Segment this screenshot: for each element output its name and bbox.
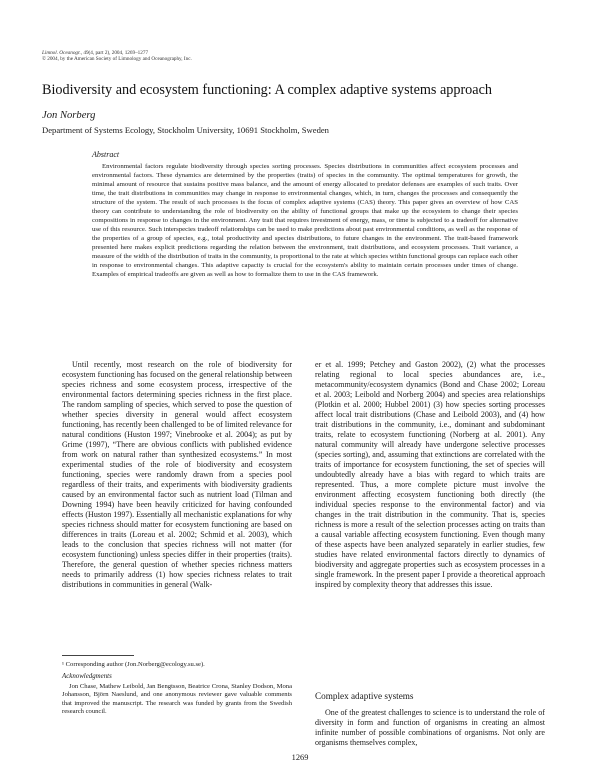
section-heading: Complex adaptive systems	[315, 691, 414, 701]
journal-citation	[42, 50, 192, 63]
journal-issue: , 49(4, part 2), 2004, 1269–1277	[80, 50, 149, 56]
section-text: One of the greatest challenges to science is to understand the role of diversity in form and function of organisms in creating an almost infinite number of possible combinations of organisms. Not only are organisms themselves complex,	[315, 708, 545, 747]
author-affiliation: Department of Systems Ecology, Stockholm University, 10691 Stockholm, Sweden	[42, 125, 329, 135]
page-number: 1269	[291, 753, 309, 762]
corresponding-author-footnote: ¹ Corresponding author (Jon.Norberg@ecology.su.se).	[62, 661, 205, 668]
article-title: Biodiversity and ecosystem functioning: A complex adaptive systems approach	[42, 82, 492, 98]
author-name: Jon Norberg	[42, 110, 96, 121]
footnote-divider	[62, 655, 134, 656]
copyright-line: © 2004, by the American Society of Limnology and Oceanography, Inc.	[42, 56, 192, 63]
journal-name: Limnol. Oceanogr.	[42, 50, 81, 56]
abstract-heading: Abstract	[92, 150, 120, 159]
acknowledgments-heading: Acknowledgments	[62, 673, 112, 680]
body-right-column: er et al. 1999; Petchey and Gaston 2002), (2) what the processes relating regional to local species abundances are, i.e., metacommunity/ecosystem dynamics (Bond and Chase 2002; Loreau et al. 2003; Leibold and Norberg 2004) and species area relationships (Plotkin et al. 2000; Hubbel 2001) (3) how species sorting processes affect local trait distributions (Chase and Leibold 2003), and (4) how trait distributions in the community, i.e., dominant and subdominant traits, relate to ecosystem functioning (Norberg at al. 2001). Any natural community will already have undergone selective processes (species sorting), and, assuming that extinctions are correlated with the traits of importance for ecosystem functioning, the set of species will undoubtedly already have a bias with regard to which traits are represented. Thus, a more complete picture must involve the environment affecting ecosystem functioning both directly (the individual species response to the environmental factor) and via changes in the trait distribution in the community. That is, species richness is more a result of the selection processes acting on traits than a causal variable affecting ecosystem functioning. Even though many of these aspects have been analyzed separately in earlier studies, few studies have related environmental factors directly to dynamics of biodiversity and aggregate properties such as ecosystem processes in a single framework. In the present paper I provide a theoretical approach inspired by complexity theory that addresses this issue.	[315, 360, 545, 589]
abstract-text: Environmental factors regulate biodiversity through species sorting processes. Species distributions in communities affect ecosystem processes and environmental factors. These dynamics are determined by the properties (traits) of species in the community. The optimal temperatures for growth, the minimal amount of resource that sustains positive mass balance, and the amount of energy allocated to predator defenses are examples of such traits. Over time, the trait distributions in communities may change in response to environmental changes, which, in turn, changes the processes and consequently the structure of the system. The result of such processes is the focus of complex adaptive systems (CAS) theory. This paper gives an overview of how CAS theory can contribute to understanding the role of biodiversity on the ability of functional groups that make up the ecosystem to change their species compositions in response to changes in the environment. Any trait that requires investment of energy, mass, or time is subjected to a tradeoff for alternative use of this resource. Such interspecies tradeoff relationships can be used to make predictions about past environmental conditions, as well as the response of the properties of a group of species, e.g., total productivity and species distributions, to future changes in the environment. The trait-based framework presented here makes explicit predictions regarding the relation between the environment, trait distributions, and ecosystem processes. Trait variance, a measure of the width of the distribution of traits in the community, is proportional to the rate at which species within functional groups can replace each other in response to environmental changes. This adaptive capacity is crucial for the ecosystem's ability to maintain certain processes under times of change. Examples of empirical tradeoffs are given as well as how to formalize them to use in the CAS framework.	[92, 163, 518, 278]
acknowledgments-text: Jon Chase, Mathew Leibold, Jan Bengtsson, Beatrice Crona, Stanley Dodson, Mona Johansson, Björn Naeslund, and one anonymous reviewer gave valuable comments that improved the manuscript. The research was funded by grants from the Swedish research council.	[62, 683, 292, 716]
body-left-column: Until recently, most research on the role of biodiversity for ecosystem functioning has focused on the general relationship between species richness and some ecosystem process, irrespective of the environmental factors determining species richness in the first place. The random sampling of species, which served to pose the question of whether species diversity in general would affect ecosystem functioning, has recently been challenged to be of limited relevance for natural conditions (Huston 1997; Vinebrooke et al. 2004); as put by Grime (1997), “There are obvious conflicts with published evidence from work on natural rather than synthesized ecosystems.” In most experimental studies of the role of biodiversity and ecosystem functioning, species were randomly drawn from a species pool regardless of their traits, and experiments with biodiversity gradients caused by an environmental factor such as nutrient load (Tilman and Downing 1994) have been heavily criticized for having confounded effects (Huston 1997). Essentially all mechanistic explanations for why species richness should matter for ecosystem functioning are based on differences in traits (Loreau et al. 2002; Schmid et al. 2003), which leads to the conclusion that species richness will not matter (for ecosystem functioning) unless species differ in their properties (traits). Therefore, the general question of whether species richness matters needs to primarily address (1) how species richness relates to trait distributions in communities in general (Walk-	[62, 360, 292, 589]
